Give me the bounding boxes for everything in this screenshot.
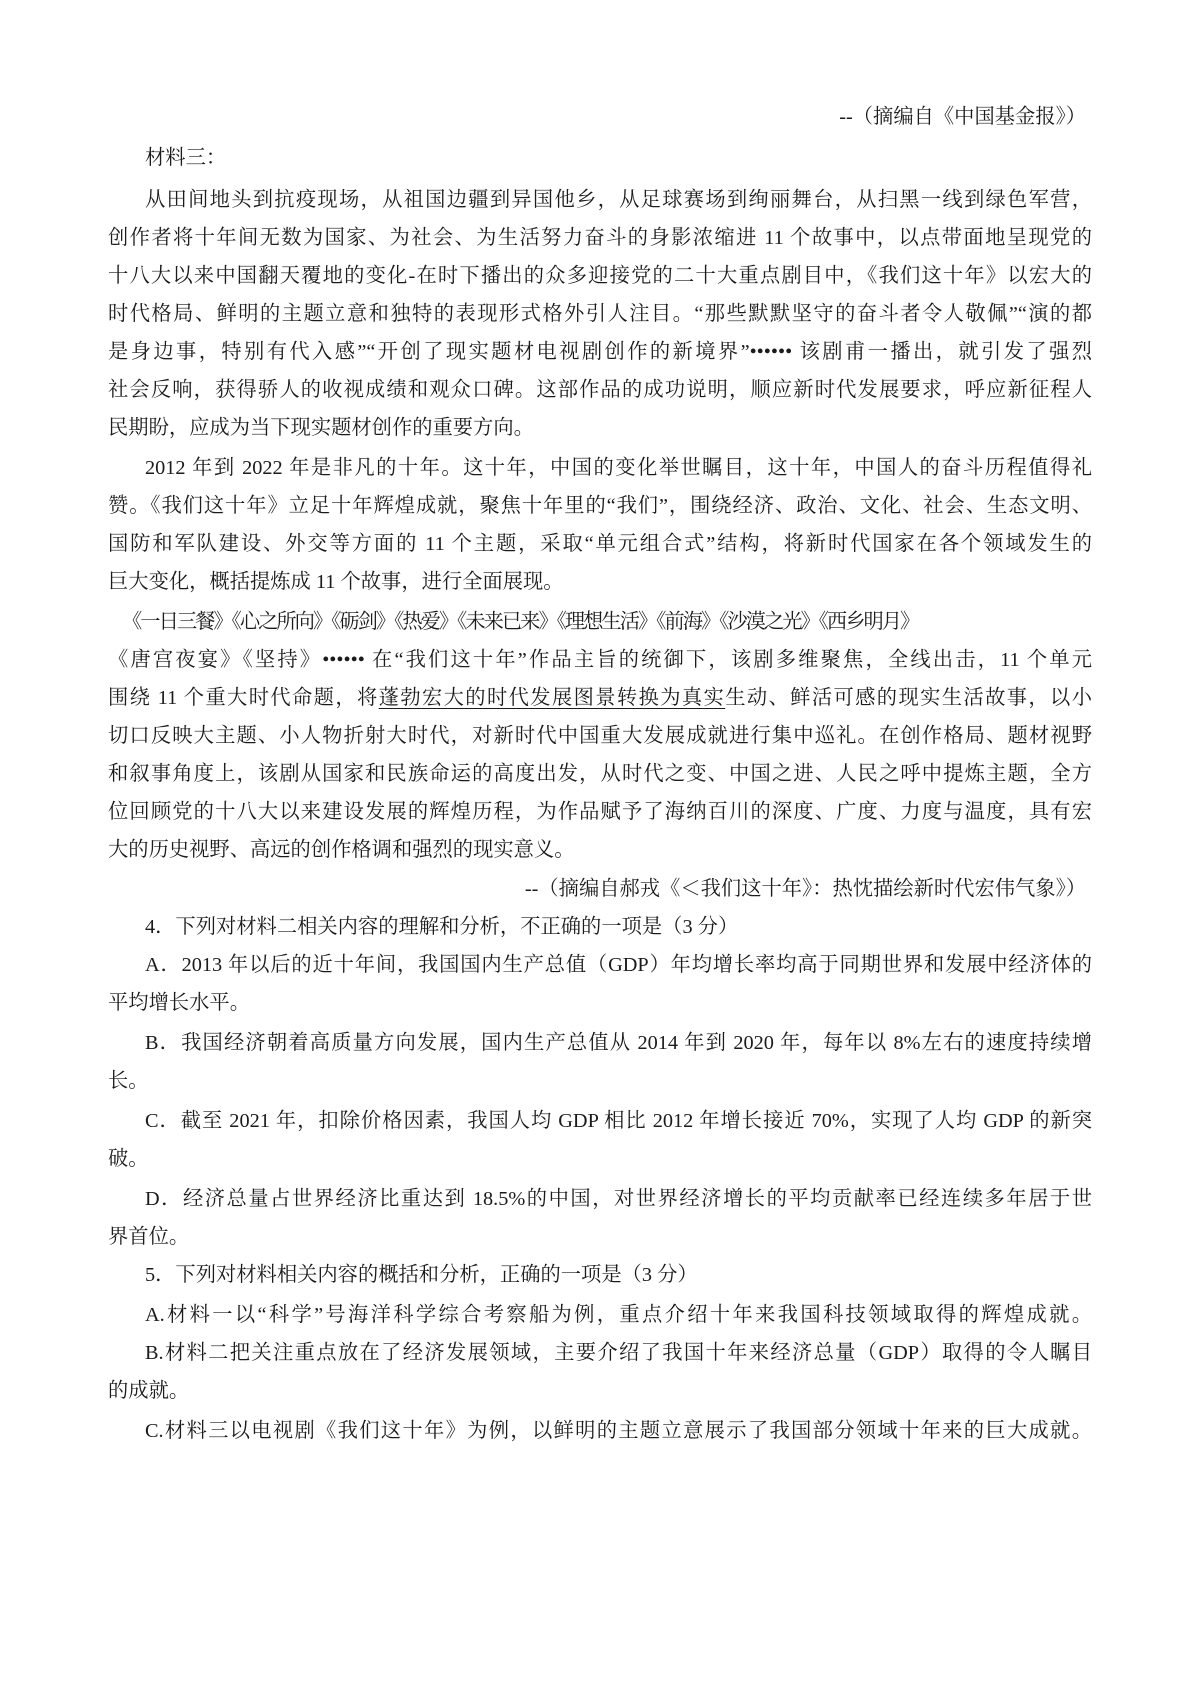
paragraph-line: 巨大变化，概括提炼成 11 个故事，进行全面展现。 (108, 571, 564, 593)
paragraph-line: 十八大以来中国翻天覆地的变化-在时下播出的众多迎接党的二十大重点剧目中，《我们这十年》以宏大的 (108, 265, 1092, 287)
option-a (0, 1296, 1200, 1334)
option-line: D．经济总量占世界经济比重达到 18.5%的中国，对世界经济增长的平均贡献率已经连续多年居于世 (145, 1188, 1092, 1210)
paragraph-line: 时代格局、鲜明的主题立意和独特的表现形式格外引人注目。“那些默默坚守的奋斗者令人敬佩”“演的都 (108, 303, 1092, 325)
material-3 (0, 139, 1200, 908)
source-note-material-3: --（摘编自郝戎《＜我们这十年》：热忱描绘新时代宏伟气象》） (524, 878, 1086, 900)
underlined-phrase: 蓬勃宏大的时代发展图景转换为真实 (378, 687, 726, 709)
paragraph-1 (0, 181, 1200, 447)
paragraph-line: 位回顾党的十八大以来建设发展的辉煌历程，为作品赋予了海纳百川的深度、广度、力度与温度，具有宏 (108, 801, 1092, 823)
question-5 (0, 1256, 1200, 1450)
paragraph-line: 和叙事角度上，该剧从国家和民族命运的高度出发，从时代之变、中国之进、人民之呼中提炼主题，全方 (108, 763, 1092, 785)
line-text: 围绕 11 个重大时代命题，将 (108, 687, 379, 709)
paragraph-line: 2012 年到 2022 年是非凡的十年。这十年，中国的变化举世瞩目，这十年，中国人的奋斗历程值得礼 (145, 457, 1092, 479)
paragraph-line: 创作者将十年间无数为国家、为社会、为生活努力奋斗的身影浓缩进 11 个故事中，以点带面地呈现党的 (108, 227, 1092, 249)
paragraph-line: 从田间地头到抗疫现场，从祖国边疆到异国他乡，从足球赛场到绚丽舞台，从扫黑一线到绿色军营， (145, 189, 1092, 211)
option-line: 长。 (108, 1070, 149, 1092)
option-line: C．截至 2021 年，扣除价格因素，我国人均 GDP 相比 2012 年增长接近 70%，实现了人均 GDP 的新突 (145, 1110, 1092, 1132)
source-note-material-2: --（摘编自《中国基金报》） (839, 106, 1086, 128)
option-line: B.材料二把关注重点放在了经济发展领域，主要介绍了我国十年来经济总量（GDP）取得的令人瞩目 (145, 1342, 1092, 1364)
option-line: 界首位。 (108, 1226, 190, 1248)
paragraph-2 (0, 449, 1200, 601)
paragraph-line: 切口反映大主题、小人物折射大时代，对新时代中国重大发展成就进行集中巡礼。在创作格局、题材视野 (108, 725, 1092, 747)
option-c (0, 1102, 1200, 1178)
option-c (0, 1412, 1200, 1450)
line-text: 生动、鲜活可感的现实生活故事，以小 (725, 687, 1092, 709)
option-d (0, 1180, 1200, 1256)
paragraph-line: 国防和军队建设、外交等方面的 11 个主题，采取“单元组合式”结构，将新时代国家在各个领域发生的 (108, 533, 1092, 555)
paragraph-3 (0, 603, 1200, 869)
question-stem: 5．下列对材料相关内容的概括和分析，正确的一项是（3 分） (145, 1264, 698, 1286)
paragraph-line: 大的历史视野、高远的创作格调和强烈的现实意义。 (108, 839, 575, 861)
option-line: A.材料一以“科学”号海洋科学综合考察船为例，重点介绍十年来我国科技领域取得的辉煌成就。 (145, 1304, 1092, 1326)
option-line: A．2013 年以后的近十年间，我国国内生产总值（GDP）年均增长率均高于同期世界和发展中经济体的 (145, 954, 1092, 976)
option-b (0, 1334, 1200, 1410)
option-line: 破。 (108, 1148, 149, 1170)
paragraph-line: 民期盼，应成为当下现实题材创作的重要方向。 (108, 417, 534, 439)
option-line: C.材料三以电视剧《我们这十年》为例，以鲜明的主题立意展示了我国部分领域十年来的巨大成就。 (145, 1420, 1092, 1442)
paragraph-line: 赞。《我们这十年》立足十年辉煌成就，聚焦十年里的“我们”，围绕经济、政治、文化、社会、生态文明、 (108, 495, 1092, 517)
option-line: 平均增长水平。 (108, 992, 250, 1014)
paragraph-line: 《唐宫夜宴》《坚持》•••••• 在“我们这十年”作品主旨的统御下，该剧多维聚焦，全线出击，11 个单元 (108, 649, 1092, 671)
option-line: B．我国经济朝着高质量方向发展，国内生产总值从 2014 年到 2020 年，每年以 8%左右的速度持续增 (145, 1032, 1092, 1054)
question-stem: 4．下列对材料二相关内容的理解和分析，不正确的一项是（3 分） (145, 916, 739, 938)
paragraph-line (108, 679, 1092, 717)
paragraph-line: 《一日三餐》《心之所向》《砺剑》《热爱》《未来已来》《理想生活》《前海》《沙漠之光》《西乡明月》 (122, 611, 919, 633)
material-label: 材料三： (145, 147, 227, 169)
option-a (0, 946, 1200, 1022)
paragraph-line: 是身边事，特别有代入感”“开创了现实题材电视剧创作的新境界”•••••• 该剧甫一播出，就引发了强烈 (108, 341, 1092, 363)
option-line: 的成就。 (108, 1380, 190, 1402)
option-b (0, 1024, 1200, 1100)
paragraph-line: 社会反响，获得骄人的收视成绩和观众口碑。这部作品的成功说明，顺应新时代发展要求，呼应新征程人 (108, 379, 1092, 401)
question-4 (0, 908, 1200, 1256)
